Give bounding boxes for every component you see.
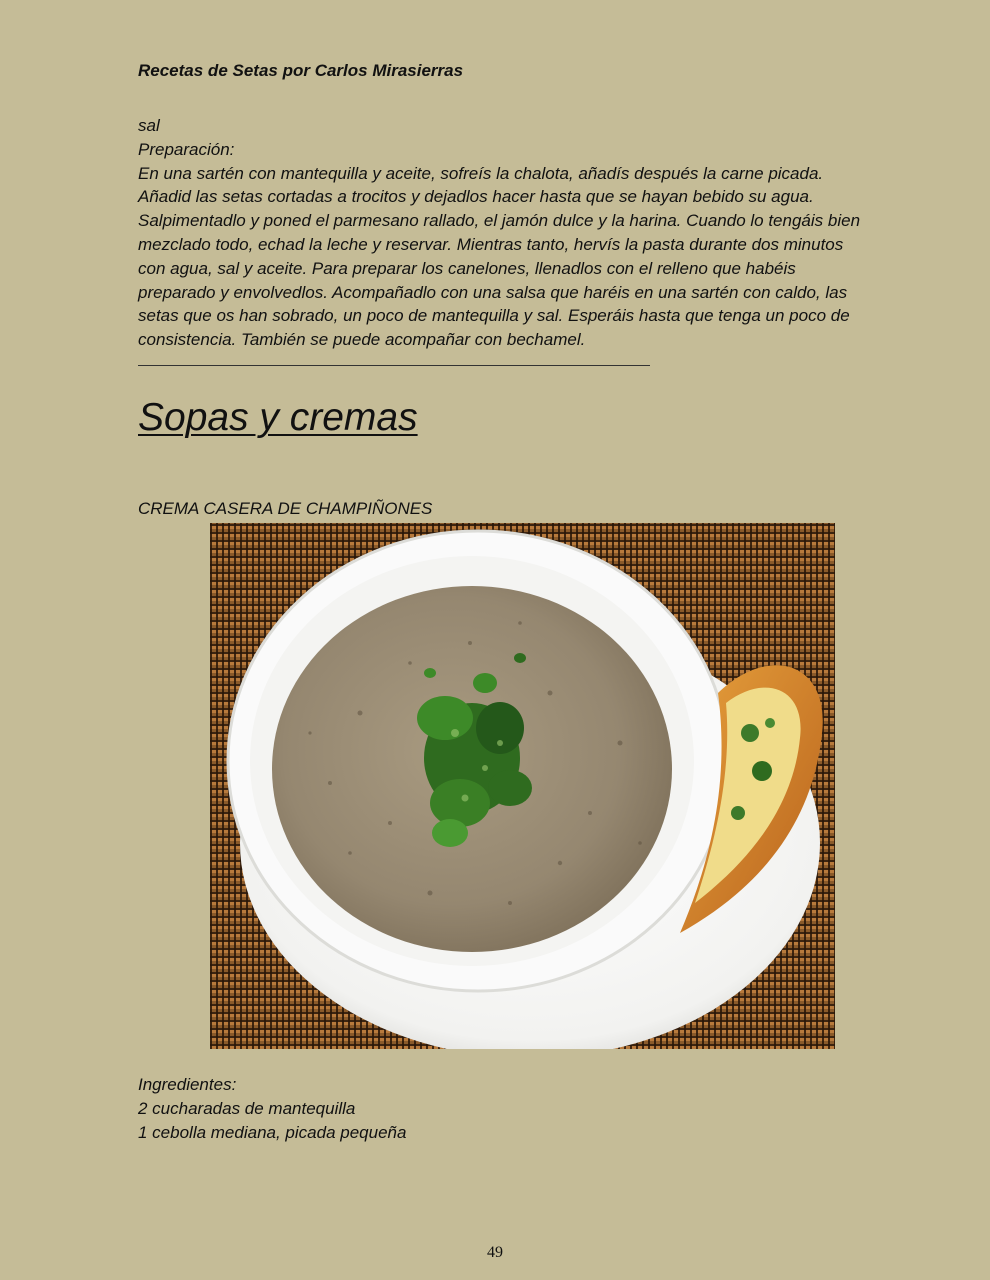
section-divider <box>138 365 650 366</box>
ingredient-item: 2 cucharadas de mantequilla <box>138 1098 356 1118</box>
soup-bowl-illustration <box>210 523 835 1049</box>
text-line: preparado y envolvedlos. Acompañadlo con una salsa que haréis en una sartén con caldo, las <box>138 282 848 302</box>
recipe-title: CREMA CASERA DE CHAMPIÑONES <box>138 499 433 518</box>
running-header: Recetas de Setas por Carlos Mirasierras <box>138 61 464 80</box>
text-line: En una sartén con mantequilla y aceite, sofreís la chalota, añadís después la carne picada. <box>138 163 824 183</box>
text-line: setas que os han sobrado, un poco de mantequilla y sal. Esperáis hasta que tenga un poco de <box>138 306 850 326</box>
text-line: Añadid las setas cortadas a trocitos y dejadlos hacer hasta que se hayan bebido su agua. <box>138 187 814 207</box>
text-line: sal <box>138 116 160 135</box>
soup-photo <box>210 523 835 1049</box>
text-line: Preparación: <box>138 139 235 159</box>
page-number: 49 <box>487 1244 503 1261</box>
ingredients-heading: Ingredientes: <box>138 1075 237 1094</box>
ingredients-list <box>138 1073 406 1144</box>
text-line: Salpimentadlo y poned el parmesano rallado, el jamón dulce y la harina. Cuando lo tengáis bien <box>138 211 861 231</box>
recipe-preparation-text <box>138 114 918 352</box>
ingredient-item: 1 cebolla mediana, picada pequeña <box>138 1122 407 1142</box>
text-line: consistencia. También se puede acompañar con bechamel. <box>138 330 586 350</box>
text-line: mezclado todo, echad la leche y reservar. Mientras tanto, hervís la pasta durante dos minutos <box>138 234 844 254</box>
text-line: con agua, sal y aceite. Para preparar los canelones, llenadlos con el relleno que habéis <box>138 258 796 278</box>
section-title: Sopas y cremas <box>138 396 418 439</box>
